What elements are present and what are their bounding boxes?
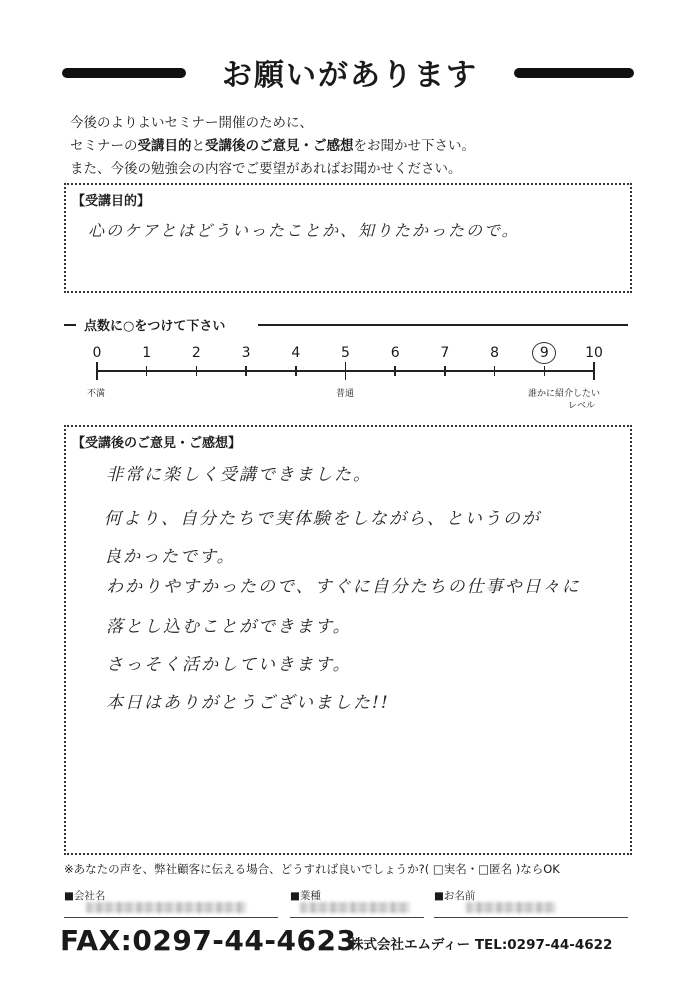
feedback-line: 良かったです。 (104, 547, 236, 567)
rating-option-4[interactable]: 4 (291, 345, 301, 361)
intro-line-1: 今後のよりよいセミナー開催のために、 (70, 115, 313, 131)
rating-option-2[interactable]: 2 (191, 345, 201, 361)
company-field-redacted (86, 902, 246, 913)
rating-option-1[interactable]: 1 (142, 345, 152, 361)
intro-line-2-bold-1: 受講目的 (137, 138, 192, 154)
feedback-line: 非常に楽しく受講できました。 (106, 465, 372, 485)
company-contact: 株式会社エムディー TEL:0297-44-4622 (350, 937, 613, 953)
rating-option-5[interactable]: 5 (341, 345, 350, 361)
rating-high-label-1: 誰かに紹介したい (528, 389, 601, 399)
intro-line-2-bold-2: 受講後のご意見・ご感想 (205, 138, 354, 154)
rating-tick (196, 366, 198, 376)
rating-tick (494, 366, 496, 376)
name-field-redacted (466, 902, 556, 913)
feedback-line: 本日はありがとうございました!! (106, 693, 390, 713)
rating-tick (345, 362, 347, 380)
industry-field-redacted (300, 902, 410, 913)
intro-line-2-mid: と (191, 138, 205, 154)
industry-field[interactable] (290, 916, 424, 918)
feedback-line: さっそく活かしていきます。 (106, 655, 352, 675)
feedback-line: 何より、自分たちで実体験をしながら、というのが (104, 509, 541, 529)
intro-line-3: また、今後の勉強会の内容でご要望があればお聞かせください。 (70, 161, 462, 177)
purpose-answer[interactable]: 心のケアとはどういったことか、知りたかったので。 (88, 221, 520, 240)
rating-tick (444, 366, 446, 376)
page-title: お願いがあります (222, 58, 478, 93)
rating-mid-label: 普通 (336, 389, 355, 399)
rating-low-label: 不満 (87, 389, 106, 399)
rating-tick (295, 366, 297, 376)
rating-tick (544, 366, 546, 376)
rating-option-8[interactable]: 8 (490, 345, 500, 361)
feedback-box (64, 425, 632, 855)
rating-heading: 点数に○をつけて下さい (84, 319, 226, 334)
purpose-label: 【受講目的】 (72, 194, 151, 209)
rating-option-0[interactable]: 0 (92, 345, 102, 361)
company-field-label: ■会社名 (64, 890, 106, 902)
intro-line-2-post: をお聞かせ下さい。 (353, 138, 475, 154)
company-field[interactable] (64, 916, 278, 918)
name-field-label: ■お名前 (434, 890, 476, 902)
fax-number: FAX:0297-44-4623 (60, 924, 357, 957)
rating-option-3[interactable]: 3 (241, 345, 251, 361)
rating-option-9[interactable]: 9 (539, 345, 549, 361)
rating-tick (245, 366, 247, 376)
rating-option-7[interactable]: 7 (440, 345, 450, 361)
rating-tick (96, 362, 98, 380)
feedback-line: わかりやすかったので、すぐに自分たちの仕事や日々に (106, 577, 581, 597)
rating-scale (0, 0, 700, 420)
industry-field-label: ■業種 (290, 890, 321, 902)
rating-option-10[interactable]: 10 (585, 345, 603, 361)
rating-tick (593, 362, 595, 380)
intro-line-2-pre: セミナーの (70, 138, 138, 154)
rating-high-label-2: レベル (568, 401, 596, 411)
feedback-label: 【受講後のご意見・ご感想】 (72, 436, 242, 451)
rating-option-6[interactable]: 6 (390, 345, 400, 361)
feedback-line: 落とし込むことができます。 (106, 617, 352, 637)
consent-text: ※あなたの声を、弊社顧客に伝える場合、どうすれば良いでしょうか?( □実名・□匿名 )ならOK (64, 862, 560, 876)
rating-tick (394, 366, 396, 376)
rating-tick (146, 366, 148, 376)
name-field[interactable] (434, 916, 628, 918)
